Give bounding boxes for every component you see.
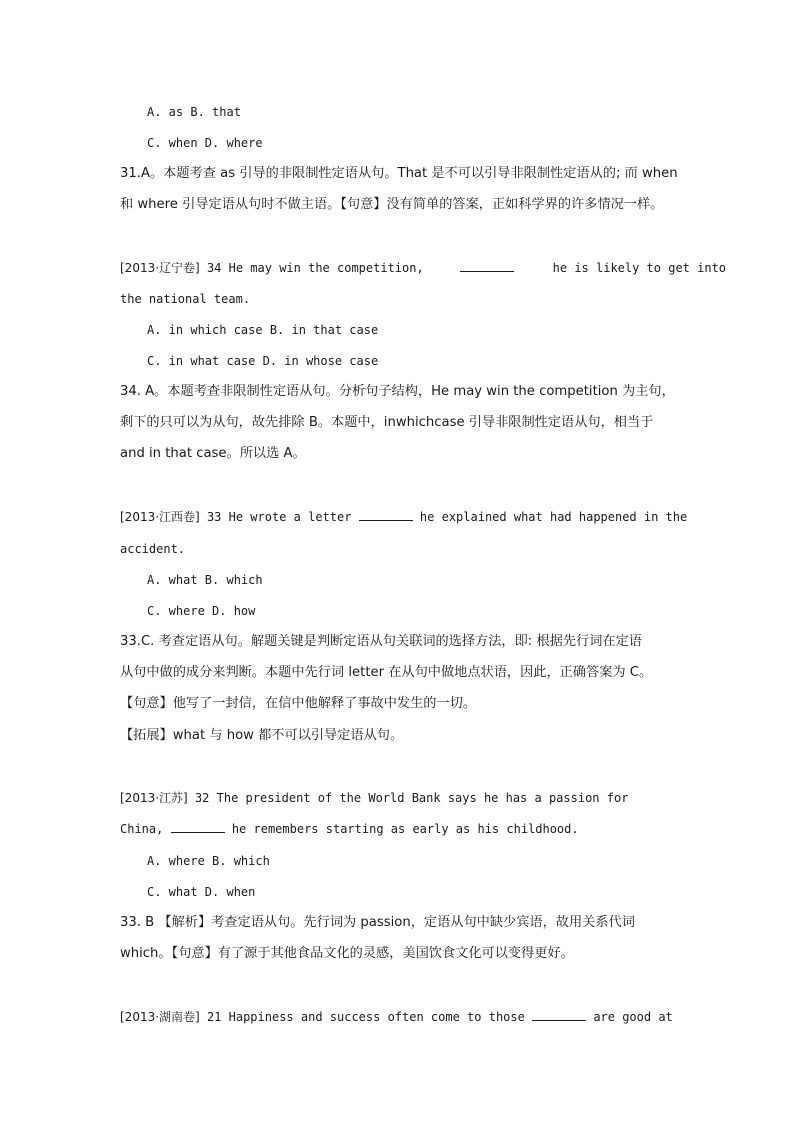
q33a-stem-line1 — [120, 509, 688, 525]
q33a-answer-blank — [359, 510, 413, 521]
q33b-stem-text: 32 The president of the World Bank says he has a passion for — [194, 791, 629, 805]
q33a-source: [2013·江西卷] — [120, 510, 200, 524]
q33b-stem-line1 — [120, 790, 680, 806]
q33b-stem-after-blank: he remembers starting as early as his childhood. — [231, 822, 579, 836]
q33b-source: [2013·江苏] — [120, 791, 188, 805]
q33a-stem-line2: accident. — [120, 542, 186, 556]
q34-stem-before-blank: 34 He may win the competition, — [206, 261, 424, 275]
q34-options-ab: A. in which case B. in that case — [147, 323, 379, 337]
q33a-options-cd: C. where D. how — [147, 604, 256, 618]
q34-explanation-line2: 剩下的只可以为从句，故先排除 B。本题中，inwhichcase 引导非限制性定语从句，相当于 — [120, 415, 654, 430]
q34-explanation-line3: and in that case。所以选 A。 — [120, 446, 306, 461]
q34-answer-blank — [460, 261, 514, 272]
q33a-explanation-line3: 【句意】他写了一封信，在信中他解释了事故中发生的一切。 — [120, 696, 477, 711]
q34-options-cd: C. in what case D. in whose case — [147, 354, 379, 368]
q33b-options-cd: C. what D. when — [147, 885, 256, 899]
q34-source: [2013·辽宁卷] — [120, 261, 200, 275]
q21-source: [2013·湖南卷] — [120, 1010, 200, 1024]
q21-answer-blank — [532, 1010, 586, 1021]
q31-explanation-line1: 31.A。本题考查 as 引导的非限制性定语从句。That 是不可以引导非限制性定语从的; 而 when — [120, 166, 678, 181]
q34-stem-line1 — [120, 260, 727, 276]
q33a-explanation-line2: 从句中做的成分来判断。本题中先行词 letter 在从句中做地点状语，因此，正确答案为 C。 — [120, 665, 653, 680]
q31-options-cd: C. when D. where — [147, 136, 263, 150]
q33a-options-ab: A. what B. which — [147, 573, 263, 587]
q31-explanation-line2: 和 where 引导定语从句时不做主语。【句意】没有简单的答案，正如科学界的许多情况一样。 — [120, 197, 664, 212]
q34-explanation-line1: 34. A。本题考查非限制性定语从句。分析句子结构，He may win the competition 为主句， — [120, 384, 675, 399]
q21-stem-before-blank: 21 Happiness and success often come to those — [206, 1010, 525, 1024]
q33b-explanation-line2: which。【句意】有了源于其他食品文化的灵感，美国饮食文化可以变得更好。 — [120, 946, 574, 961]
q21-stem-line1 — [120, 1009, 680, 1025]
q33b-options-ab: A. where B. which — [147, 854, 270, 868]
q34-stem-after-blank: he is likely to get into — [552, 261, 727, 275]
q33a-stem-after-blank: he explained what had happened in the — [419, 510, 688, 524]
q31-options-ab: A. as B. that — [147, 105, 241, 119]
q33b-explanation-line1: 33. B 【解析】考查定语从句。先行词为 passion，定语从句中缺少宾语，故用关系代词 — [120, 915, 635, 930]
q33b-answer-blank — [171, 822, 225, 833]
q33b-stem-line2 — [120, 821, 680, 837]
q34-stem-line2: the national team. — [120, 292, 251, 306]
q21-stem-after-blank: are good at — [593, 1010, 673, 1024]
q33b-stem-before-blank: China, — [120, 822, 164, 836]
q33a-explanation-line4: 【拓展】what 与 how 都不可以引导定语从句。 — [120, 728, 404, 743]
q33a-stem-before-blank: 33 He wrote a letter — [206, 510, 352, 524]
q33a-explanation-line1: 33.C. 考查定语从句。解题关键是判断定语从句关联词的选择方法，即: 根据先行词在定语 — [120, 634, 642, 649]
